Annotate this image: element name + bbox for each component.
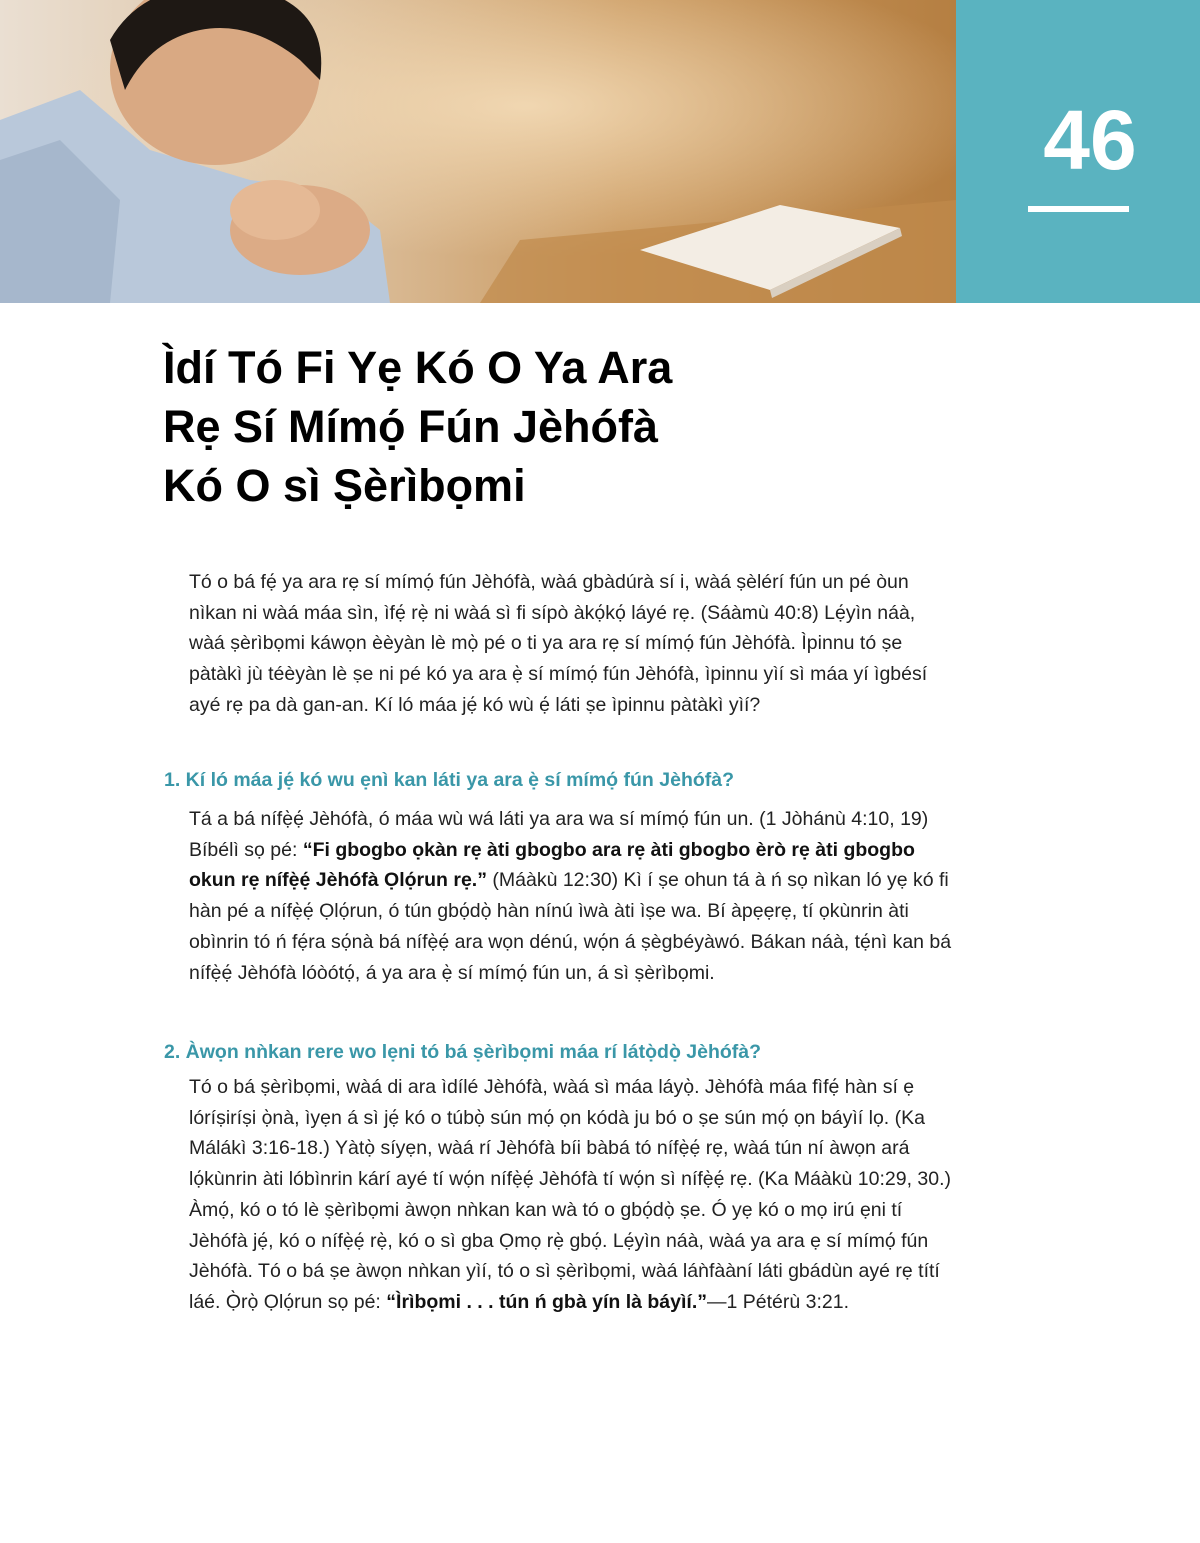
title-line-1: Ìdí Tó Fi Yẹ Kó O Ya Ara [163,342,673,393]
hero-photo [0,0,956,303]
praying-man-illustration [0,0,956,303]
question-1: 1. Kí ló máa jẹ́ kó wu ẹnì kan láti ya ara ẹ̀ sí mímọ́ fún Jèhófà? [164,769,735,791]
answer-1-scripture-quote: “Fi gbogbo ọkàn rẹ àti gbogbo ara rẹ àti gbogbo èrò rẹ àti gbogbo okun rẹ nífẹ̀ẹ́ Jèhófà Ọlọ́run rẹ.” [189,838,915,892]
title-line-3: Kó O sì Ṣèrìbọmi [163,460,526,511]
answer-1-paragraph [189,804,955,988]
intro-paragraph: Tó o bá fẹ́ ya ara rẹ sí mímọ́ fún Jèhófà, wàá gbàdúrà sí i, wàá ṣèlérí fún un pé òun nìkan ni wàá máa sìn, ìfẹ́ rẹ̀ ni wàá sì fi sípò àkọ́kọ́ láyé rẹ. (Sáàmù 40:8) Lẹ́yìn náà, wàá ṣèrìbọmi káwọn èèyàn lè mọ̀ pé o ti ya ara rẹ sí mímọ́ fún Jèhófà. Ìpinnu tó ṣe pàtàkì jù téèyàn lè ṣe ni pé kó ya ara ẹ̀ sí mímọ́ fún Jèhófà, ìpinnu yìí sì máa yí ìgbésí ayé rẹ pa dà gan-an. Kí ló máa jẹ́ kó wù ẹ́ láti ṣe ìpinnu pàtàkì yìí? [189,571,928,716]
lesson-number-box [956,0,1200,303]
answer-1-text-continued: (Máàkù 12:30) Kì í ṣe ohun tá à ń sọ nìkan ló yẹ kó fi hàn pé a nífẹ̀ẹ́ Ọlọ́run, ó tún gbọ́dọ̀ hàn nínú ìwà àti ìṣe wa. Bí àpẹẹrẹ, tí ọkùnrin àti obìnrin tó ń fẹ́ra sọ́nà bá nífẹ̀ẹ́ ara wọn dénú, wọ́n á ṣègbéyàwó. Bákan náà, tẹ́nì kan bá nífẹ̀ẹ́ Jèhófà lóòótọ́, á ya ara ẹ̀ sí mímọ́ fún un, á sì ṣèrìbọmi. [189,869,952,984]
answer-2-text-continued: —1 Pétérù 3:21. [706,1290,849,1313]
lesson-number: 46 [1043,93,1137,187]
lesson-number-underline [1028,206,1129,212]
page-title [163,338,923,515]
answer-2-scripture-quote: “Ìrìbọmi . . . tún ń gbà yín là báyìí.” [386,1290,707,1313]
answer-2-text: Tó o bá ṣèrìbọmi, wàá di ara ìdílé Jèhófà, wàá sì máa láyọ̀. Jèhófà máa fìfẹ́ hàn sí ẹ lóríṣiríṣi ọ̀nà, ìyẹn á sì jẹ́ kó o túbọ̀ sún mọ́ ọn kódà ju bó o ṣe sún mọ́ ọn báyìí lọ. (Ka Málákì 3:16-18.) Yàtọ̀ síyẹn, wàá rí Jèhófà bíi bàbá tó nífẹ̀ẹ́ rẹ, wàá tún ní àwọn ará lọ́kùnrin àti lóbìnrin kárí ayé tí wọ́n nífẹ̀ẹ́ Jèhófà tí wọ́n sì nífẹ̀ẹ́ rẹ. (Ka Máàkù 10:29, 30.) Àmọ́, kó o tó lè ṣèrìbọmi àwọn nǹkan kan wà tó o gbọ́dọ̀ ṣe. Ó yẹ kó o mọ irú ẹni tí Jèhófà jẹ́, kó o nífẹ̀ẹ́ rẹ̀, kó o sì gba Ọmọ rẹ̀ gbọ́. Lẹ́yìn náà, wàá ya ara ẹ sí mímọ́ fún Jèhófà. Tó o bá ṣe àwọn nǹkan yìí, tó o sì ṣèrìbọmi, wàá láǹfààní láti gbádùn ayé rẹ títí láé. Ọ̀rọ̀ Ọlọ́run sọ pé: [189,1076,952,1313]
title-line-2: Rẹ Sí Mímọ́ Fún Jèhófà [163,401,659,452]
answer-1-text: Tá a bá nífẹ̀ẹ́ Jèhófà, ó máa wù wá láti ya ara wa sí mímọ́ fún un. (1 Jòhánù 4:10, 19) Bíbélì sọ pé: [189,808,929,861]
answer-2-paragraph [189,1072,955,1318]
question-2: 2. Àwọn nǹkan rere wo lẹni tó bá ṣèrìbọmi máa rí látọ̀dọ̀ Jèhófà? [164,1041,762,1063]
